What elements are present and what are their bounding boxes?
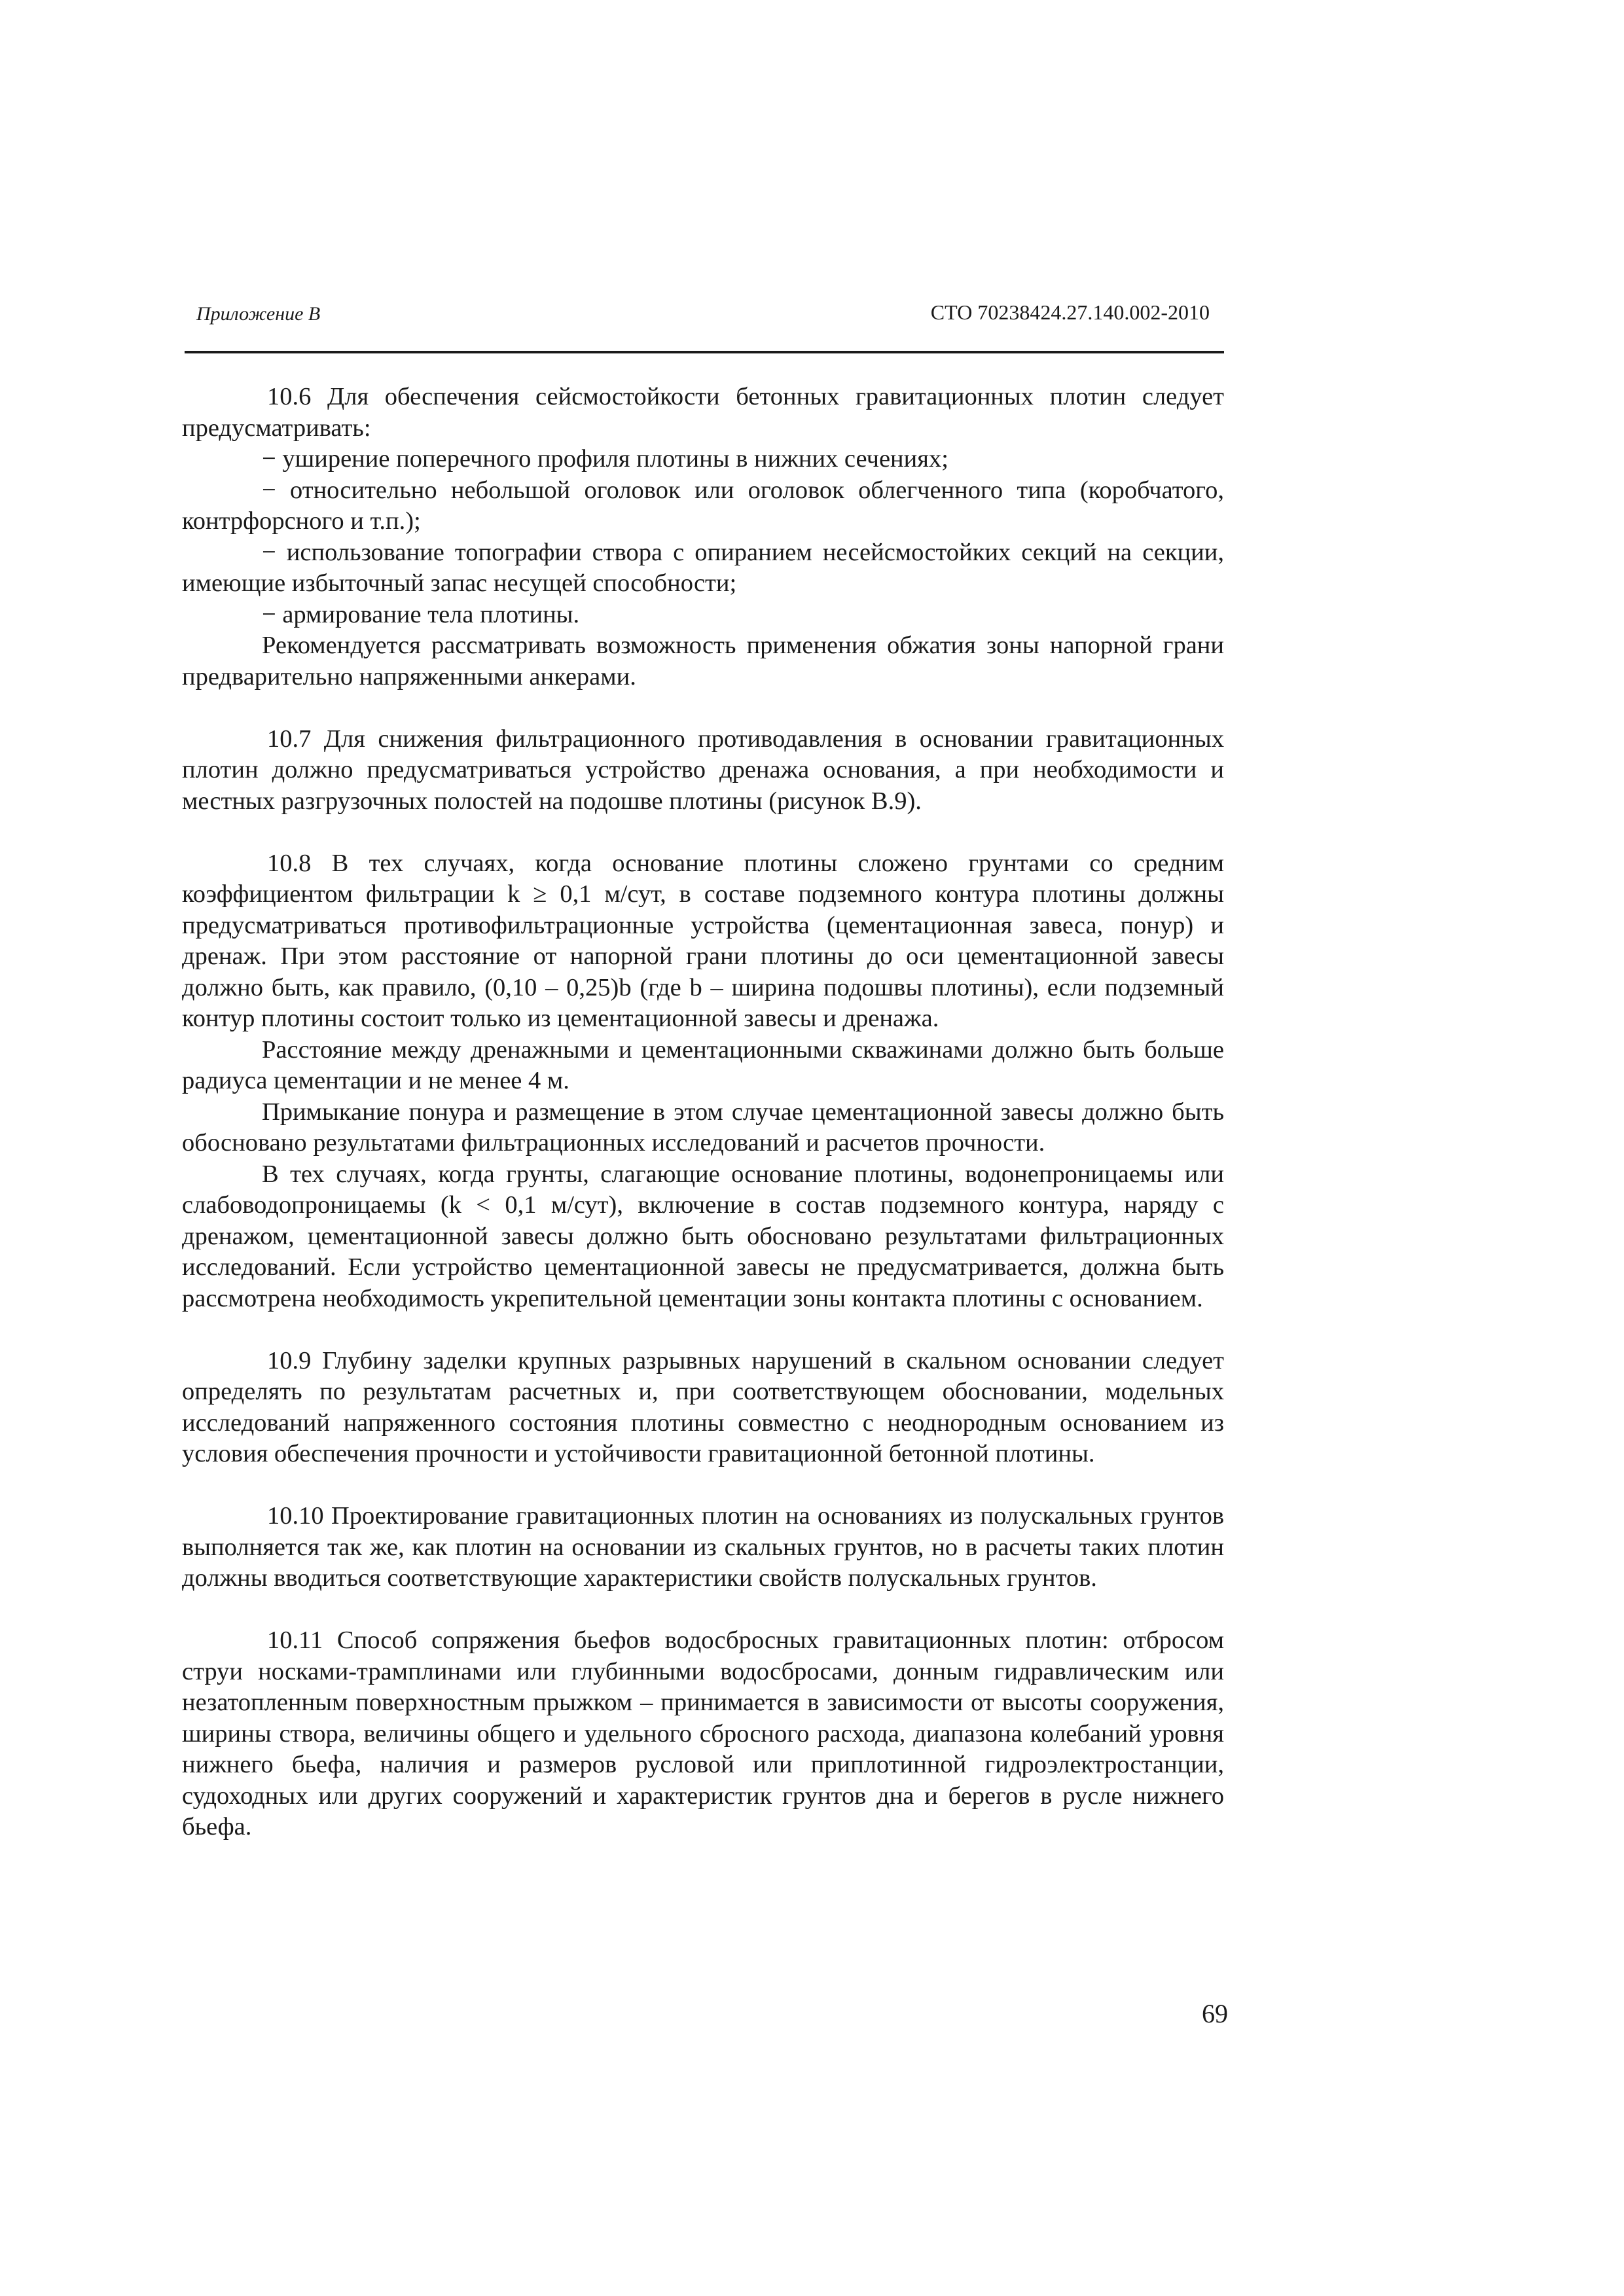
header-divider: [185, 351, 1224, 353]
appendix-label: Приложение В: [196, 303, 321, 325]
page-header: [185, 298, 1224, 350]
page-body: [182, 382, 1224, 1874]
section-10-11: [182, 1625, 1224, 1843]
section-10-8: [182, 848, 1224, 1315]
paragraph: Рекомендуется рассматривать возможность применения обжатия зоны напорной грани предварительно напряженными анкерами.: [182, 632, 1224, 691]
paragraph: 10.11 Способ сопряжения бьефов водосбросных гравитационных плотин: отбросом струи носками-трамплинами или глубинными водосбросами, донным гидравлическим или незатопленным поверхностным прыжком – принимается в зависимости от высоты сооружения, ширины створа, величины общего и удельного сбросного расхода, диапазона колебаний уровня нижнего бьефа, наличия и размеров русловой или приплотинной гидроэлектростанции, судоходных или других сооружений и характеристик грунтов дна и берегов в русле нижнего бьефа.: [182, 1626, 1224, 1840]
standard-code: СТО 70238424.27.140.002-2010: [930, 300, 1210, 324]
section-10-6: [182, 382, 1224, 692]
section-10-10: [182, 1501, 1224, 1594]
paragraph: 10.9 Глубину заделки крупных разрывных нарушений в скальном основании следует определять по результатам расчетных и, при соответствующем обосновании, модельных исследований напряженного состояния плотины совместно с неоднородным основанием из условия обеспечения прочности и устойчивости гравитационной бетонной плотины.: [182, 1346, 1224, 1467]
paragraph: 10.8 В тех случаях, когда основание плотины сложено грунтами со средним коэффициентом фильтрации k ≥ 0,1 м/сут, в составе подземного контура плотины должны предусматриваться противофильтрационные устройства (цементационная завеса, понур) и дренаж. При этом расстояние от напорной грани плотины до оси цементационной завесы должно быть, как правило, (0,10 – 0,25)b (где b – ширина подошвы плотины), если подземный контур плотины состоит только из цементационной завесы и дренажа.: [182, 849, 1224, 1032]
page-number: 69: [1202, 1999, 1228, 2028]
paragraph: В тех случаях, когда грунты, слагающие основание плотины, водонепроницаемы или слабоводопроницаемы (k < 0,1 м/сут), включение в состав подземного контура, наряду с дренажом, цементационной завесы должно быть обосновано результатами фильтрационных исследований. Если устройство цементационной завесы не предусматривается, должна быть рассмотрена необходимость укрепительной цементации зоны контакта плотины с основанием.: [182, 1160, 1224, 1312]
paragraph: Примыкание понура и размещение в этом случае цементационной завесы должно быть обосновано результатами фильтрационных исследований и расчетов прочности.: [182, 1098, 1224, 1157]
paragraph: 10.10 Проектирование гравитационных плотин на основаниях из полускальных грунтов выполняется так же, как плотин на основании из скальных грунтов, но в расчеты таких плотин должны вводиться соответствующие характеристики свойств полускальных грунтов.: [182, 1502, 1224, 1592]
section-10-7: [182, 724, 1224, 817]
list-item: − армирование тела плотины.: [262, 600, 580, 628]
section-10-9: [182, 1346, 1224, 1470]
list-item: − относительно небольшой оголовок или оголовок облегченного типа (коробчатого, контрфорсного и т.п.);: [182, 476, 1224, 535]
paragraph: Расстояние между дренажными и цементационными скважинами должно быть больше радиуса цементации и не менее 4 м.: [182, 1035, 1224, 1094]
list-item: − уширение поперечного профиля плотины в нижних сечениях;: [262, 445, 948, 473]
list-item: − использование топографии створа с опиранием несейсмостойких секций на секции, имеющие избыточный запас несущей способности;: [182, 538, 1224, 597]
paragraph: 10.6 Для обеспечения сейсмостойкости бетонных гравитационных плотин следует предусматривать:: [182, 383, 1224, 442]
paragraph: 10.7 Для снижения фильтрационного противодавления в основании гравитационных плотин должно предусматриваться устройство дренажа основания, а при необходимости и местных разгрузочных полостей на подошве плотины (рисунок В.9).: [182, 725, 1224, 815]
